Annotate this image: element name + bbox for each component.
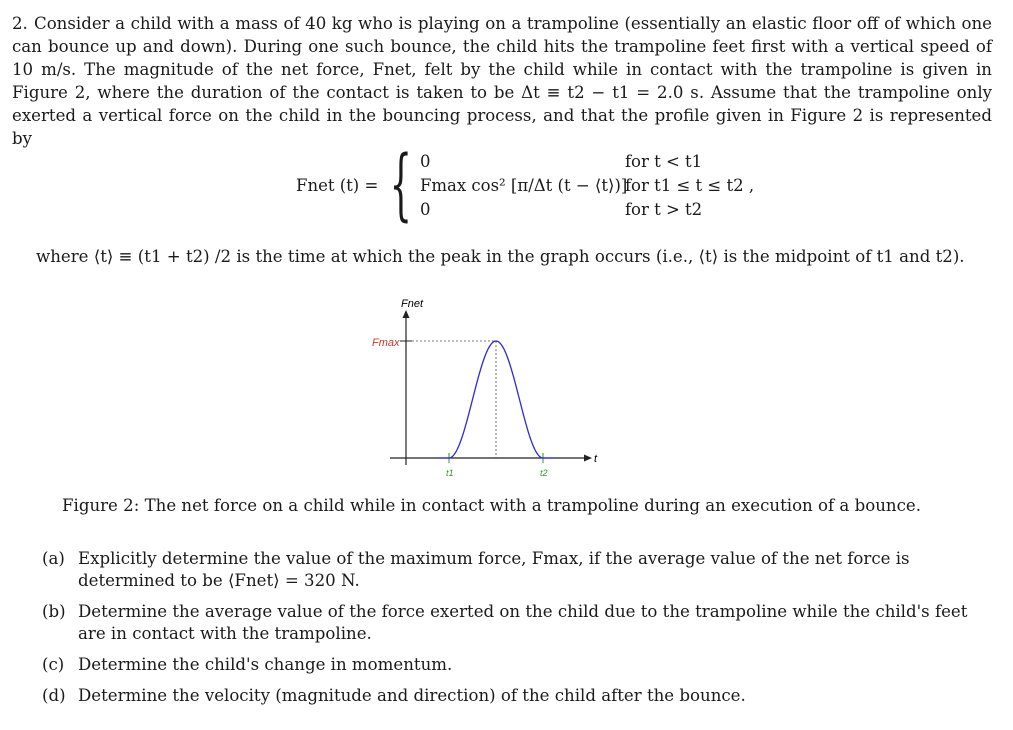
problem-statement	[12, 12, 992, 150]
part-d-label: (d)	[42, 686, 66, 705]
part-d	[42, 685, 992, 707]
equation-cases	[420, 152, 754, 219]
force-figure	[350, 290, 610, 489]
problem-number: 2.	[12, 14, 28, 33]
force-graph	[350, 290, 610, 485]
y-axis-arrow	[403, 310, 410, 318]
figure-caption: Figure 2: The net force on a child while in contact with a trampoline during an execution of a bounce.	[62, 496, 921, 515]
part-c-label: (c)	[42, 655, 65, 674]
t2-label: t2	[540, 468, 548, 478]
piecewise-equation	[296, 140, 755, 230]
where-text: where ⟨t⟩ ≡ (t1 + t2) /2 is the time at which the peak in the graph occurs (i.e., ⟨t⟩ is the midpoint of t1 and t2).	[36, 247, 965, 266]
y-axis-label: Fnet	[401, 298, 424, 310]
x-axis-arrow	[584, 455, 592, 462]
question-parts	[42, 548, 992, 716]
case-cond-3: for t > t2	[624, 199, 703, 219]
equation-lhs: Fnet (t) =	[296, 175, 379, 195]
problem-intro: Consider a child with a mass of 40 kg who is playing on a trampoline (essentially an elastic floor off of which one can bounce up and down). During one such bounce, the child hits the trampoline feet first with a vertical speed of 10 m/s. The magnitude of the net force, Fnet, felt by the child while in contact with the trampoline is given in Figure 2, where the duration of the contact is taken to be Δt ≡ t2 − t1 = 2.0 s. Assume that the trampoline only exerted a vertical force on the child in the bouncing process, and that the profile given in Figure 2 is represented by	[12, 14, 992, 148]
part-c	[42, 654, 992, 676]
part-a-text: Explicitly determine the value of the maximum force, Fmax, if the average value of the net force is determined to be ⟨Fnet⟩ = 320 N.	[78, 549, 910, 590]
part-b	[42, 601, 992, 645]
case-expr-2: Fmax cos² [π/Δt (t − ⟨t⟩)]	[419, 175, 628, 195]
part-d-text: Determine the velocity (magnitude and direction) of the child after the bounce.	[78, 686, 746, 705]
t1-label: t1	[446, 468, 454, 478]
fmax-label: Fmax	[372, 337, 400, 349]
case-cond-1: for t < t1	[624, 151, 703, 171]
part-b-text: Determine the average value of the force exerted on the child due to the trampoline while the child's feet are in contact with the trampoline.	[78, 602, 968, 643]
part-a	[42, 548, 992, 592]
equation-brace: {	[389, 140, 413, 230]
x-axis-label: t	[594, 453, 598, 465]
part-a-label: (a)	[42, 549, 65, 568]
part-b-label: (b)	[42, 602, 66, 621]
case-expr-1: 0	[419, 151, 431, 171]
case-cond-2: for t1 ≤ t ≤ t2 ,	[624, 175, 755, 195]
part-c-text: Determine the child's change in momentum.	[78, 655, 453, 674]
case-expr-3: 0	[419, 199, 431, 219]
